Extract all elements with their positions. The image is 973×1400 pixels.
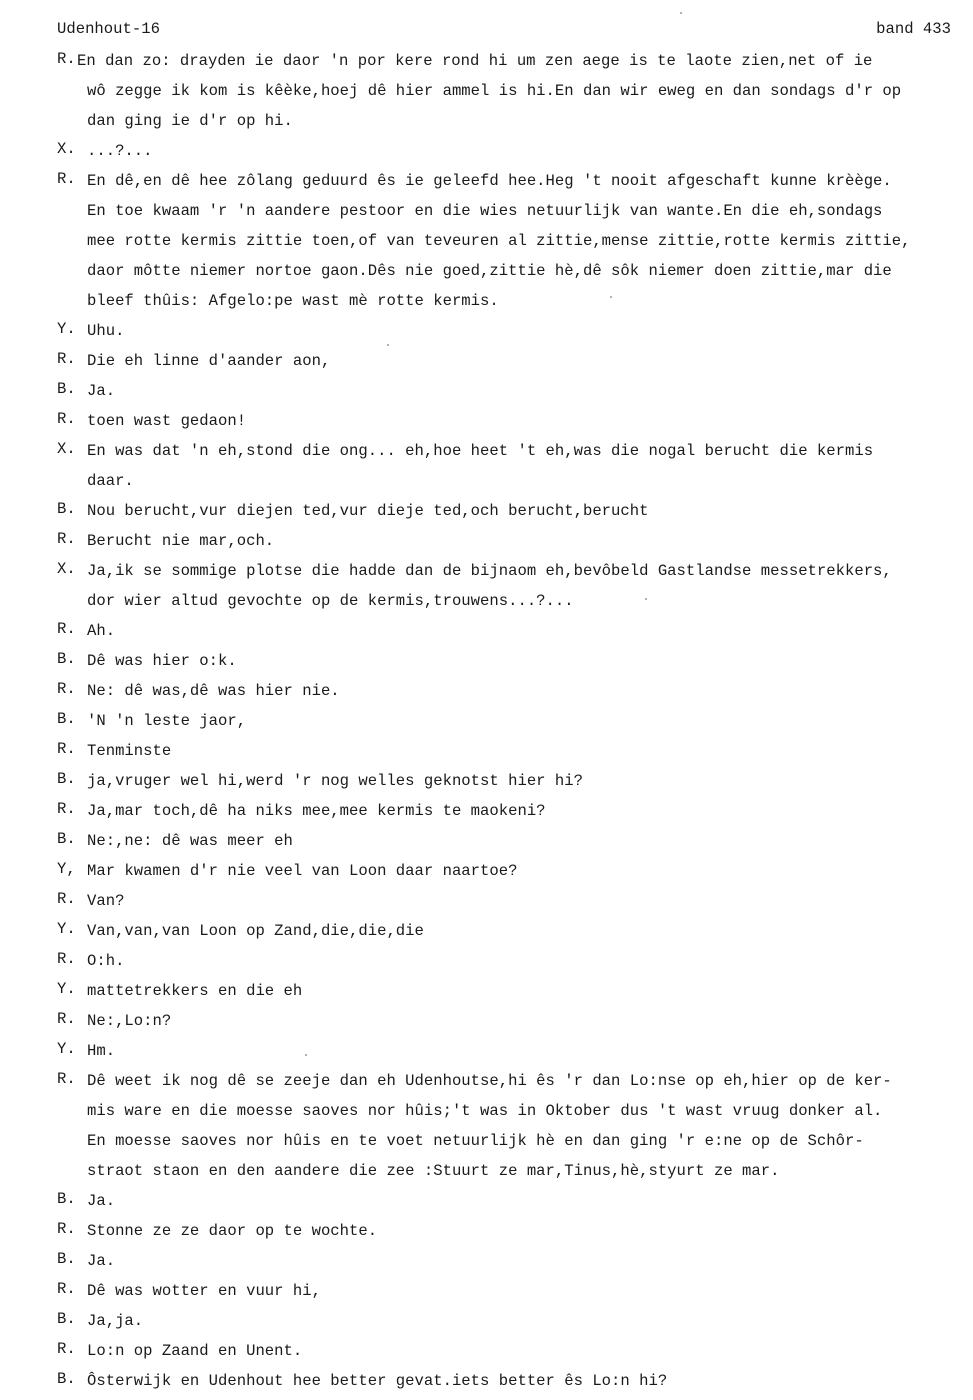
- speaker-label: R.: [57, 890, 76, 908]
- speaker-label: B.: [57, 1250, 76, 1268]
- utterance-line: Ah.: [87, 622, 116, 640]
- transcript-turn: [57, 1040, 967, 1070]
- transcript-turn: [57, 860, 967, 890]
- speaker-label: Y,: [57, 860, 76, 878]
- speaker-label: R.: [57, 800, 76, 818]
- transcript-turn: [57, 740, 967, 770]
- transcript-turn: [57, 1370, 967, 1400]
- page-header: [57, 20, 951, 42]
- utterance-line: mattetrekkers en die eh: [87, 982, 303, 1000]
- speaker-label: X.: [57, 140, 76, 158]
- utterance-line: En dan zo: drayden ie daor 'n por kere rond hi um zen aege is te laote zien,net of ie: [77, 52, 873, 70]
- transcript-turn: [57, 800, 967, 830]
- speaker-label: B.: [57, 1190, 76, 1208]
- utterance-line: Tenminste: [87, 742, 172, 760]
- speaker-label: B.: [57, 1370, 76, 1388]
- tape-number: band 433: [876, 20, 951, 38]
- utterance-line: Ja.: [87, 382, 116, 400]
- scan-speck: [387, 344, 389, 346]
- utterance-line: mee rotte kermis zittie toen,of van teveuren al zittie,mense zittie,rotte kermis zittie,: [87, 232, 911, 250]
- utterance-line: Lo:n op Zaand en Unent.: [87, 1342, 303, 1360]
- transcript-turn: [57, 920, 967, 950]
- scan-speck: [305, 1054, 307, 1056]
- utterance-line: Ne: dê was,dê was hier nie.: [87, 682, 340, 700]
- speaker-label: R.: [57, 1340, 76, 1358]
- transcript-turn: [57, 890, 967, 920]
- transcript-turn: [57, 1340, 967, 1370]
- utterance-line: O:h.: [87, 952, 125, 970]
- utterance-line: Nou berucht,vur diejen ted,vur dieje ted,och berucht,berucht: [87, 502, 649, 520]
- utterance-line: Dê was hier o:k.: [87, 652, 237, 670]
- transcript-turn: [57, 710, 967, 740]
- utterance-line: En dê,en dê hee zôlang geduurd ês ie geleefd hee.Heg 't nooit afgeschaft kunne krèège.: [87, 172, 892, 190]
- utterance-line: Ja,ja.: [87, 1312, 144, 1330]
- transcript-turn: [57, 1010, 967, 1040]
- transcript-turn: [57, 1310, 967, 1340]
- utterance-line: En moesse saoves nor hûis en te voet netuurlijk hè en dan ging 'r e:ne op de Schôr-: [87, 1132, 864, 1150]
- speaker-label: B.: [57, 710, 76, 728]
- transcript-turn: [57, 770, 967, 800]
- speaker-label: R.: [57, 740, 76, 758]
- transcript-turn: [57, 140, 967, 170]
- transcript-turn: [57, 320, 967, 350]
- speaker-label: Y.: [57, 320, 76, 338]
- utterance-line: ja,vruger wel hi,werd 'r nog welles geknotst hier hi?: [87, 772, 583, 790]
- transcript-turn: [57, 380, 967, 410]
- transcript-body: [57, 50, 967, 1400]
- utterance-line: bleef thûis: Afgelo:pe wast mè rotte kermis.: [87, 292, 499, 310]
- utterance-line: Dê weet ik nog dê se zeeje dan eh Udenhoutse,hi ês 'r dan Lo:nse op eh,hier op de ker-: [87, 1072, 892, 1090]
- utterance-line: Ja,mar toch,dê ha niks mee,mee kermis te maokeni?: [87, 802, 546, 820]
- speaker-label: R.: [57, 620, 76, 638]
- transcript-turn: [57, 350, 967, 380]
- utterance-line: Ne:,ne: dê was meer eh: [87, 832, 293, 850]
- transcript-turn: [57, 1250, 967, 1280]
- transcript-turn: [57, 1280, 967, 1310]
- speaker-label: R.: [57, 50, 76, 68]
- utterance-line: ...?...: [87, 142, 153, 160]
- utterance-line: En toe kwaam 'r 'n aandere pestoor en die wies netuurlijk van wante.En die eh,sondags: [87, 202, 883, 220]
- transcript-turn: [57, 410, 967, 440]
- scan-speck: [610, 296, 612, 298]
- speaker-label: Y.: [57, 1040, 76, 1058]
- speaker-label: B.: [57, 1310, 76, 1328]
- utterance-line: Ôsterwijk en Udenhout hee better gevat.iets better ês Lo:n hi?: [87, 1372, 668, 1390]
- utterance-line: Die eh linne d'aander aon,: [87, 352, 331, 370]
- utterance-line: Ja.: [87, 1192, 116, 1210]
- utterance-line: dor wier altud gevochte op de kermis,trouwens...?...: [87, 592, 574, 610]
- speaker-label: R.: [57, 530, 76, 548]
- scan-speck: [645, 598, 647, 600]
- utterance-line: Ja.: [87, 1252, 116, 1270]
- speaker-label: X.: [57, 560, 76, 578]
- utterance-line: Stonne ze ze daor op te wochte.: [87, 1222, 378, 1240]
- transcript-turn: [57, 1070, 967, 1190]
- speaker-label: R.: [57, 1280, 76, 1298]
- utterance-line: Van?: [87, 892, 125, 910]
- utterance-line: Ne:,Lo:n?: [87, 1012, 172, 1030]
- utterance-line: En was dat 'n eh,stond die ong... eh,hoe heet 't eh,was die nogal berucht die kermis: [87, 442, 874, 460]
- transcript-turn: [57, 530, 967, 560]
- speaker-label: R.: [57, 170, 76, 188]
- utterance-line: daar.: [87, 472, 134, 490]
- speaker-label: R.: [57, 950, 76, 968]
- speaker-label: B.: [57, 650, 76, 668]
- speaker-label: Y.: [57, 980, 76, 998]
- transcript-turn: [57, 650, 967, 680]
- transcript-turn: [57, 830, 967, 860]
- transcript-turn: [57, 1190, 967, 1220]
- utterance-line: Ja,ik se sommige plotse die hadde dan de bijnaom eh,bevôbeld Gastlandse messetrekkers,: [87, 562, 892, 580]
- utterance-line: Dê was wotter en vuur hi,: [87, 1282, 321, 1300]
- transcript-turn: [57, 500, 967, 530]
- speaker-label: R.: [57, 680, 76, 698]
- utterance-line: 'N 'n leste jaor,: [87, 712, 247, 730]
- transcript-turn: [57, 50, 967, 140]
- utterance-line: wô zegge ik kom is kêèke,hoej dê hier ammel is hi.En dan wir eweg en dan sondags d'r op: [87, 82, 902, 100]
- transcript-turn: [57, 620, 967, 650]
- utterance-line: Mar kwamen d'r nie veel van Loon daar naartoe?: [87, 862, 518, 880]
- document-id: Udenhout-16: [57, 20, 160, 38]
- speaker-label: R.: [57, 350, 76, 368]
- utterance-line: mis ware en die moesse saoves nor hûis;'t was in Oktober dus 't wast vruug donker al.: [87, 1102, 883, 1120]
- speaker-label: B.: [57, 380, 76, 398]
- scan-speck: [680, 12, 682, 14]
- speaker-label: B.: [57, 500, 76, 518]
- speaker-label: X.: [57, 440, 76, 458]
- transcript-turn: [57, 980, 967, 1010]
- utterance-line: Hm.: [87, 1042, 116, 1060]
- speaker-label: B.: [57, 770, 76, 788]
- transcript-turn: [57, 680, 967, 710]
- speaker-label: R.: [57, 410, 76, 428]
- utterance-line: toen wast gedaon!: [87, 412, 247, 430]
- utterance-line: straot staon en den aandere die zee :Stuurt ze mar,Tinus,hè,styurt ze mar.: [87, 1162, 780, 1180]
- utterance-line: Van,van,van Loon op Zand,die,die,die: [87, 922, 424, 940]
- transcript-turn: [57, 560, 967, 620]
- utterance-line: daor môtte niemer nortoe gaon.Dês nie goed,zittie hè,dê sôk niemer doen zittie,mar die: [87, 262, 892, 280]
- utterance-line: Uhu.: [87, 322, 125, 340]
- transcript-turn: [57, 170, 967, 320]
- speaker-label: R.: [57, 1070, 76, 1088]
- transcript-turn: [57, 1220, 967, 1250]
- utterance-line: dan ging ie d'r op hi.: [87, 112, 293, 130]
- transcript-turn: [57, 440, 967, 500]
- speaker-label: Y.: [57, 920, 76, 938]
- speaker-label: R.: [57, 1220, 76, 1238]
- speaker-label: B.: [57, 830, 76, 848]
- speaker-label: R.: [57, 1010, 76, 1028]
- transcript-turn: [57, 950, 967, 980]
- utterance-line: Berucht nie mar,och.: [87, 532, 275, 550]
